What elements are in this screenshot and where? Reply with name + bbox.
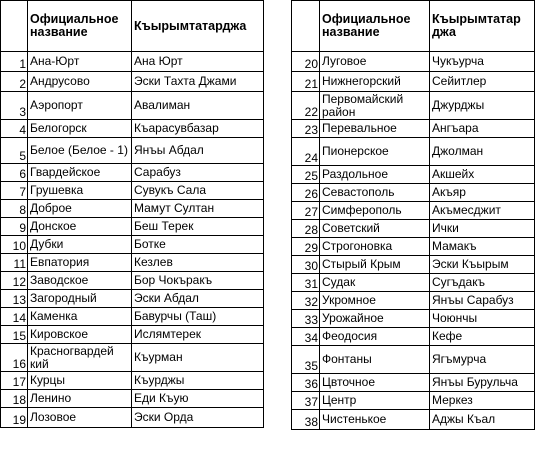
row-number: 25 <box>292 166 320 184</box>
row-number: 31 <box>292 274 320 292</box>
row-number: 33 <box>292 310 320 328</box>
right-table-body <box>292 1 535 430</box>
crimean-tatar-name-cell: Мамут Султан <box>132 200 264 218</box>
table-row <box>1 182 264 200</box>
official-name-cell: Загородный <box>28 290 132 308</box>
row-number: 16 <box>1 344 28 372</box>
table-row <box>292 202 535 220</box>
official-name-cell: Заводское <box>28 272 132 290</box>
official-name-cell: Красногвардей кий <box>28 344 132 372</box>
row-number: 18 <box>1 390 28 408</box>
official-name-cell: Чистенькое <box>320 410 430 430</box>
official-name-cell: Севастополь <box>320 184 430 202</box>
row-number: 15 <box>1 326 28 344</box>
crimean-tatar-name-cell: Сарабуз <box>132 164 264 182</box>
official-name-cell: Урожайное <box>320 310 430 328</box>
header-row <box>1 1 264 52</box>
crimean-tatar-name-cell: Ички <box>430 220 535 238</box>
official-name-cell: Донское <box>28 218 132 236</box>
row-number: 23 <box>292 120 320 138</box>
official-name-cell: Советский <box>320 220 430 238</box>
official-name-cell: Ана-Юрт <box>28 52 132 72</box>
crimean-tatar-name-cell: Эски Къырым <box>430 256 535 274</box>
table-row <box>292 220 535 238</box>
crimean-tatar-name-cell: Сейитлер <box>430 72 535 92</box>
crimean-tatar-name-cell: Чоюнчы <box>430 310 535 328</box>
table-row <box>1 52 264 72</box>
crimean-tatar-name-cell: Бавурчы (Таш) <box>132 308 264 326</box>
official-name-cell: Нижнегорский <box>320 72 430 92</box>
official-name-cell: Укромное <box>320 292 430 310</box>
crimean-tatar-name-cell: Ангъара <box>430 120 535 138</box>
row-number: 8 <box>1 200 28 218</box>
table-row <box>292 120 535 138</box>
right-names-table <box>291 0 535 430</box>
table-row <box>292 256 535 274</box>
official-name-cell: Первомайский район <box>320 92 430 120</box>
crimean-tatar-name-cell: Ислямтерек <box>132 326 264 344</box>
row-number: 35 <box>292 346 320 374</box>
official-name-cell: Белое (Белое - 1) <box>28 138 132 164</box>
row-number: 14 <box>1 308 28 326</box>
row-number: 6 <box>1 164 28 182</box>
crimean-tatar-name-cell: Меркез <box>430 392 535 410</box>
left-names-table <box>0 0 264 428</box>
row-number: 4 <box>1 120 28 138</box>
official-name-cell: Гвардейское <box>28 164 132 182</box>
header-crimean-tatar-name: Къырымтатар джа <box>430 1 535 52</box>
crimean-tatar-name-cell: Кезлев <box>132 254 264 272</box>
row-number: 36 <box>292 374 320 392</box>
official-name-cell: Андрусово <box>28 72 132 92</box>
table-row <box>292 184 535 202</box>
left-table-body <box>1 1 264 428</box>
crimean-tatar-name-cell: Эски Абдал <box>132 290 264 308</box>
table-row <box>292 292 535 310</box>
crimean-tatar-name-cell: Беш Терек <box>132 218 264 236</box>
crimean-tatar-name-cell: Къарасувбазар <box>132 120 264 138</box>
row-number: 17 <box>1 372 28 390</box>
official-name-cell: Феодосия <box>320 328 430 346</box>
official-name-cell: Дубки <box>28 236 132 254</box>
table-row <box>1 308 264 326</box>
crimean-tatar-name-cell: Еди Къую <box>132 390 264 408</box>
official-name-cell: Цвточное <box>320 374 430 392</box>
table-row <box>1 236 264 254</box>
official-name-cell: Грушевка <box>28 182 132 200</box>
crimean-tatar-name-cell: Сугъдакъ <box>430 274 535 292</box>
crimean-tatar-name-cell: Джолман <box>430 138 535 166</box>
official-name-cell: Перевальное <box>320 120 430 138</box>
row-number: 7 <box>1 182 28 200</box>
table-row <box>292 328 535 346</box>
crimean-tatar-name-cell: Чукъурча <box>430 52 535 72</box>
crimean-tatar-name-cell: Мамакъ <box>430 238 535 256</box>
official-name-cell: Белогорск <box>28 120 132 138</box>
official-name-cell: Лозовое <box>28 408 132 428</box>
table-row <box>292 346 535 374</box>
crimean-tatar-name-cell: Янъы Абдал <box>132 138 264 164</box>
crimean-tatar-name-cell: Эски Орда <box>132 408 264 428</box>
table-row <box>292 374 535 392</box>
table-row <box>292 52 535 72</box>
table-row <box>1 72 264 92</box>
header-official-name: Официальное название <box>320 1 430 52</box>
crimean-tatar-name-cell: Ягъмурча <box>430 346 535 374</box>
official-name-cell: Пионерское <box>320 138 430 166</box>
crimean-tatar-name-cell: Къурман <box>132 344 264 372</box>
header-row <box>292 1 535 52</box>
row-number: 21 <box>292 72 320 92</box>
crimean-tatar-name-cell: Янъы Сарабуз <box>430 292 535 310</box>
official-name-cell: Доброе <box>28 200 132 218</box>
row-number: 5 <box>1 138 28 164</box>
crimean-tatar-name-cell: Акъяр <box>430 184 535 202</box>
row-number: 13 <box>1 290 28 308</box>
row-number: 28 <box>292 220 320 238</box>
official-name-cell: Каменка <box>28 308 132 326</box>
table-row <box>1 390 264 408</box>
official-name-cell: Кировское <box>28 326 132 344</box>
table-row <box>1 138 264 164</box>
table-row <box>1 164 264 182</box>
table-row <box>1 120 264 138</box>
table-row <box>292 72 535 92</box>
header-number-cell <box>292 1 320 52</box>
table-row <box>292 92 535 120</box>
crimean-tatar-name-cell: Ана Юрт <box>132 52 264 72</box>
table-row <box>1 290 264 308</box>
table-row <box>1 372 264 390</box>
header-official-name: Официальное название <box>28 1 132 52</box>
official-name-cell: Судак <box>320 274 430 292</box>
header-number-cell <box>1 1 28 52</box>
official-name-cell: Аэропорт <box>28 92 132 120</box>
table-row <box>1 218 264 236</box>
crimean-tatar-name-cell: Авалиман <box>132 92 264 120</box>
official-name-cell: Луговое <box>320 52 430 72</box>
row-number: 22 <box>292 92 320 120</box>
header-crimean-tatar-name: Къырымтатарджа <box>132 1 264 52</box>
row-number: 32 <box>292 292 320 310</box>
official-name-cell: Раздольное <box>320 166 430 184</box>
row-number: 30 <box>292 256 320 274</box>
row-number: 9 <box>1 218 28 236</box>
row-number: 10 <box>1 236 28 254</box>
table-row <box>1 254 264 272</box>
table-row <box>1 92 264 120</box>
table-row <box>1 200 264 218</box>
table-row <box>292 238 535 256</box>
table-row <box>1 272 264 290</box>
row-number: 20 <box>292 52 320 72</box>
row-number: 24 <box>292 138 320 166</box>
row-number: 37 <box>292 392 320 410</box>
table-row <box>1 408 264 428</box>
crimean-tatar-name-cell: Джурджы <box>430 92 535 120</box>
crimean-tatar-name-cell: Акшейх <box>430 166 535 184</box>
official-name-cell: Строгоновка <box>320 238 430 256</box>
table-row <box>292 310 535 328</box>
table-row <box>292 274 535 292</box>
row-number: 26 <box>292 184 320 202</box>
row-number: 27 <box>292 202 320 220</box>
official-name-cell: Курцы <box>28 372 132 390</box>
official-name-cell: Симферополь <box>320 202 430 220</box>
row-number: 19 <box>1 408 28 428</box>
crimean-tatar-name-cell: Акъмесджит <box>430 202 535 220</box>
official-name-cell: Стырый Крым <box>320 256 430 274</box>
table-row <box>292 410 535 430</box>
crimean-tatar-name-cell: Ботке <box>132 236 264 254</box>
table-row <box>292 138 535 166</box>
row-number: 12 <box>1 272 28 290</box>
row-number: 3 <box>1 92 28 120</box>
row-number: 2 <box>1 72 28 92</box>
crimean-tatar-name-cell: Аджы Къал <box>430 410 535 430</box>
official-name-cell: Евпатория <box>28 254 132 272</box>
table-row <box>292 392 535 410</box>
row-number: 38 <box>292 410 320 430</box>
row-number: 1 <box>1 52 28 72</box>
crimean-tatar-name-cell: Эски Тахта Джами <box>132 72 264 92</box>
row-number: 11 <box>1 254 28 272</box>
official-name-cell: Центр <box>320 392 430 410</box>
row-number: 34 <box>292 328 320 346</box>
crimean-tatar-name-cell: Къурджы <box>132 372 264 390</box>
table-row <box>1 326 264 344</box>
official-name-cell: Ленино <box>28 390 132 408</box>
crimean-tatar-name-cell: Янъы Бурульча <box>430 374 535 392</box>
crimean-tatar-name-cell: Бор Чокъракъ <box>132 272 264 290</box>
official-name-cell: Фонтаны <box>320 346 430 374</box>
crimean-tatar-name-cell: Сувукъ Сала <box>132 182 264 200</box>
table-row <box>292 166 535 184</box>
row-number: 29 <box>292 238 320 256</box>
crimean-tatar-name-cell: Кефе <box>430 328 535 346</box>
table-row <box>1 344 264 372</box>
